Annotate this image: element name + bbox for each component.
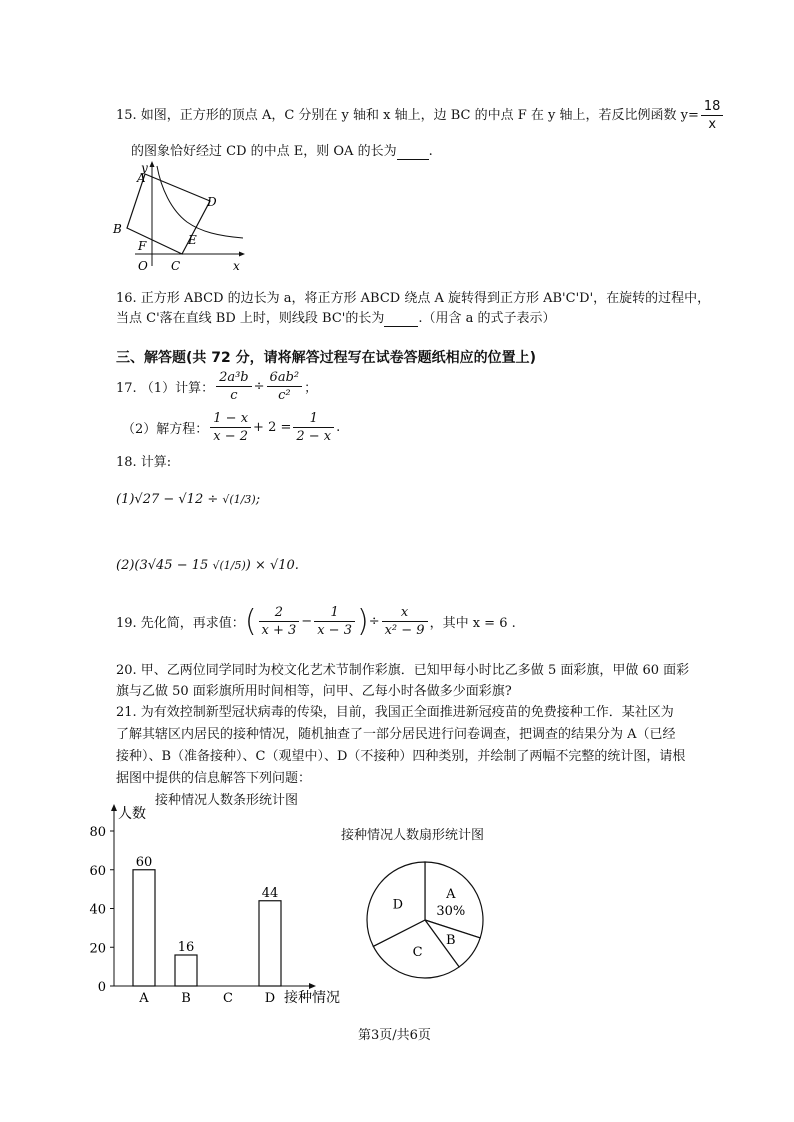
fraction-denominator: x + 3	[261, 623, 297, 638]
period: .	[428, 144, 433, 159]
problem-20-line2: 旗与乙做 50 面彩旗所用时间相等，问甲、乙每小时各做多少面彩旗?	[116, 684, 512, 699]
y-tick-label: 40	[89, 902, 106, 918]
section-3-heading: 三、解答题(共 72 分，请将解答过程写在试卷答题纸相应的位置上)	[116, 350, 537, 366]
problem-21-line1: 21. 为有效控制新型冠状病毒的传染，目前，我国正全面推进新冠疫苗的免费接种工作．某社区为	[116, 705, 674, 720]
label-a: A	[137, 171, 146, 185]
bar-D	[259, 901, 281, 986]
pie-label-C: C	[412, 945, 423, 961]
fraction-denominator: x² − 9	[384, 623, 425, 638]
left-paren: (	[244, 604, 257, 639]
answer-blank[interactable]	[384, 311, 418, 327]
pie-label-A: A	[446, 887, 456, 903]
fraction-denominator: c²	[278, 388, 291, 403]
bar-value-label: 44	[261, 885, 279, 901]
x-tick-label: C	[223, 991, 233, 1006]
problem-18-expr-1	[116, 492, 260, 507]
fraction-denominator: c	[230, 388, 238, 403]
problem-17-part2	[122, 410, 340, 445]
x-axis-arrow	[239, 252, 245, 257]
fraction-denominator: x − 2	[213, 429, 249, 444]
problem-20-line1: 20. 甲、乙两位同学同时为校文化艺术节制作彩旗．已知甲每小时比乙多做 5 面彩旗，甲做 60 面彩	[116, 663, 690, 678]
y-tick-label: 80	[89, 825, 106, 840]
bar-chart	[80, 800, 360, 1015]
pie-label-D: D	[392, 897, 404, 913]
label-x: x	[233, 259, 240, 273]
label-b: B	[113, 222, 122, 236]
fraction-denominator: x	[708, 117, 717, 132]
label-o: O	[138, 259, 148, 273]
bar-chart-x-arrow	[309, 983, 316, 989]
problem-17-label-2: （2）解方程：	[122, 422, 209, 437]
period: .	[336, 420, 341, 435]
bar-value-label: 60	[135, 854, 153, 870]
x-tick-label: B	[181, 991, 191, 1006]
fraction-numerator: x	[382, 604, 428, 622]
fraction-numerator: 1 − x	[210, 410, 251, 428]
expr-2-tail: ) × √10.	[245, 558, 299, 573]
bar-chart-y-arrow	[111, 804, 117, 811]
divide-sign: ÷	[253, 379, 265, 394]
bar-chart-xlabel: 接种情况	[284, 990, 340, 1006]
label-d: D	[207, 195, 217, 209]
y-tick-label: 20	[89, 941, 106, 957]
problem-19	[116, 604, 516, 639]
fraction-numerator: 1	[293, 410, 334, 428]
fraction-1-over-2-x	[293, 410, 334, 445]
fraction-numerator: 2a³b	[216, 369, 252, 387]
problem-19-label: 19. 先化简，再求值：	[116, 616, 245, 631]
fraction-denominator: 2 − x	[296, 429, 332, 444]
x-tick-label: A	[139, 991, 149, 1006]
problem-15-figure	[105, 158, 250, 278]
problem-21-line2: 了解其辖区内居民的接种情况，随机抽查了一部分居民进行问卷调查，把调查的结果分为 A（已经	[116, 727, 676, 742]
x-tick-label: D	[264, 991, 276, 1006]
problem-15-line2	[131, 140, 433, 160]
problem-21-line4: 据图中提供的信息解答下列问题：	[116, 771, 312, 786]
y-axis-arrow	[150, 161, 155, 167]
problem-16-line2	[116, 307, 556, 327]
problem-16-line1: 16. 正方形 ABCD 的边长为 a，将正方形 ABCD 绕点 A 旋转得到正方形 AB'C'D'，在旋转的过程中，	[116, 291, 711, 306]
bar-chart-ylabel: 人数	[118, 806, 146, 822]
semicolon: ；	[304, 381, 318, 396]
pie-percent-label: 30%	[436, 904, 466, 920]
fraction-x-over-x2-minus-9	[382, 604, 428, 639]
fraction-numerator: 1	[314, 604, 355, 622]
fraction-numerator: 6ab²	[267, 369, 303, 387]
fraction-numerator: 2	[259, 604, 300, 622]
plus-2-equals: + 2 =	[253, 420, 292, 435]
problem-15-fraction	[701, 98, 724, 133]
problem-17-part1	[116, 369, 317, 404]
problem-15-text-2: 的图象恰好经过 CD 的中点 E，则 OA 的长为	[131, 144, 397, 159]
fraction-numerator: 18	[701, 98, 724, 116]
answer-blank[interactable]	[397, 144, 429, 160]
minus-sign: −	[301, 614, 313, 629]
problem-15-line1	[116, 98, 725, 133]
problem-16-text-2: .（用含 a 的式子表示）	[418, 311, 556, 326]
expr-2-main: (2)(3√45 − 15	[116, 558, 209, 573]
semicolon: ;	[255, 492, 261, 507]
pie-chart-title: 接种情况人数扇形统计图	[341, 828, 485, 843]
y-tick-label: 60	[89, 863, 106, 879]
expr-1-main: (1)√27 − √12 ÷	[116, 492, 219, 507]
label-e: E	[188, 233, 197, 247]
problem-19-tail: ，其中 x = 6 .	[429, 616, 516, 631]
fraction-1-over-x-minus-3	[314, 604, 355, 639]
problem-18-expr-2	[116, 558, 299, 573]
divide-sign: ÷	[368, 614, 380, 629]
label-y: y	[141, 161, 148, 175]
bar-chart-title: 接种情况人数条形统计图	[155, 793, 299, 808]
sqrt-one-third: √(1/3)	[222, 493, 256, 506]
y-tick-label: 0	[97, 980, 106, 995]
fraction-denominator: x − 3	[317, 623, 352, 638]
hyperbola-curve	[157, 166, 243, 238]
label-c: C	[171, 259, 181, 273]
right-paren: )	[356, 604, 369, 639]
problem-18-label: 18. 计算:	[116, 455, 172, 470]
problem-17-label: 17. （1）计算：	[116, 381, 215, 396]
problem-21-line3: 接种）、B（准备接种）、C（观望中）、D（不接种）四种类别，并绘制了两幅不完整的统计图，请根	[116, 749, 686, 764]
pie-chart	[360, 855, 490, 985]
sqrt-one-fifth: √(1/5)	[212, 559, 246, 572]
fraction-1-x-over-x-2	[210, 410, 251, 445]
problem-16-text: 当点 C'落在直线 BD 上时，则线段 BC'的长为	[116, 311, 385, 326]
bar-B	[175, 955, 197, 986]
problem-15-text: 15. 如图，正方形的顶点 A，C 分别在 y 轴和 x 轴上，边 BC 的中点 F 在 y 轴上，若反比例函数 y=	[116, 108, 699, 123]
page-footer: 第3页/共6页	[358, 1028, 431, 1043]
fraction-6ab2-over-c2	[267, 369, 303, 404]
bar-value-label: 16	[177, 940, 195, 955]
fraction-2a3b-over-c	[216, 369, 252, 404]
bar-A	[133, 870, 155, 986]
label-f: F	[138, 239, 147, 253]
fraction-2-over-x-plus-3	[259, 604, 300, 639]
pie-label-B: B	[446, 932, 456, 948]
